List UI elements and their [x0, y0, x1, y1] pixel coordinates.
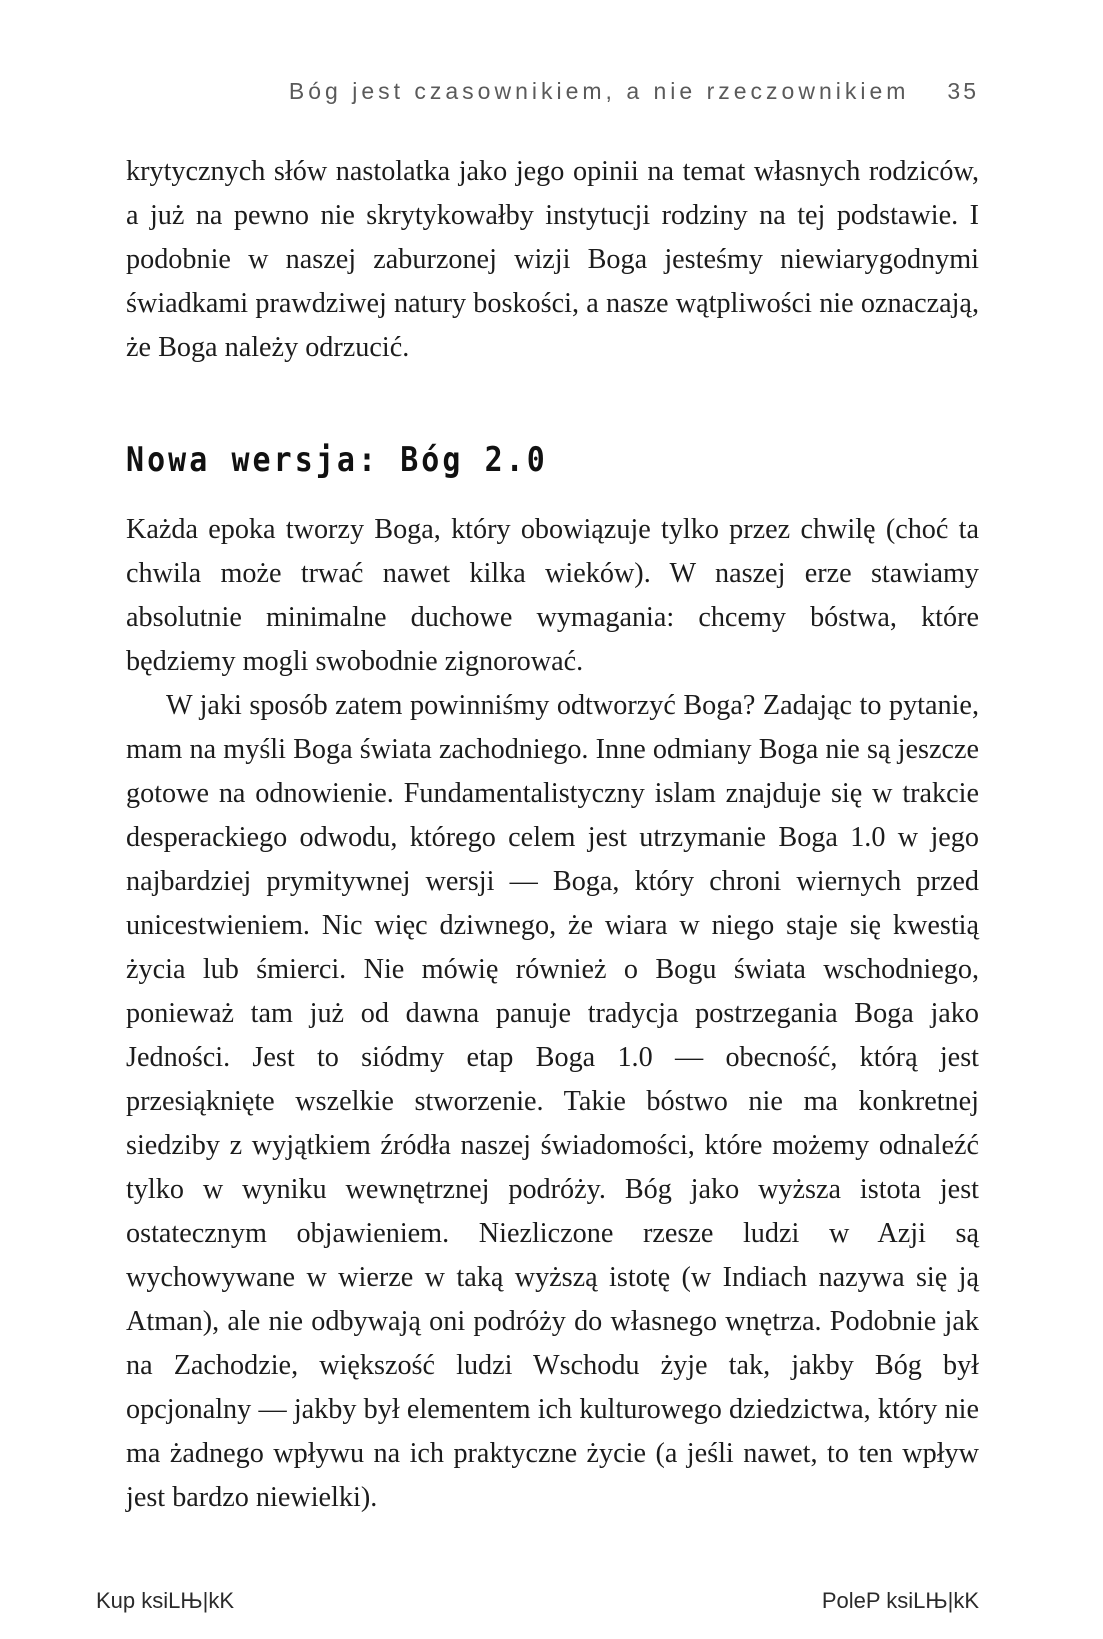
- running-title: Bóg jest czasownikiem, a nie rzeczownikiem: [288, 78, 910, 104]
- section-heading: Nowa wersja: Bóg 2.0: [126, 440, 548, 480]
- recommend-book-link[interactable]: PoleP ksiLЊ|kK: [821, 1588, 979, 1613]
- page-number: 35: [947, 78, 979, 104]
- continuation-paragraph: krytycznych słów nastolatka jako jego opinii na temat własnych rodziców, a już na pewno nie skrytykowałby instytucji rodziny na tej podstawie. I podobnie w naszej zaburzonej wizji Boga jesteśmy niewiarygodnymi świadkami prawdziwej natury boskości, a nasze wątpliwości nie oznaczają, że Boga należy odrzucić.: [126, 156, 979, 363]
- section-paragraph-2: W jaki sposób zatem powinniśmy odtworzyć Boga? Zadając to pytanie, mam na myśli Boga świata zachodniego. Inne odmiany Boga nie są jeszcze gotowe na odnowienie. Fundamentalistyczny islam znajduje się w trakcie desperackiego odwodu, którego celem jest utrzymanie Boga 1.0 w jego najbardziej prymitywnej wersji — Boga, który chroni wiernych przed unicestwieniem. Nic więc dziwnego, że wiara w niego staje się kwestią życia lub śmierci. Nie mówię również o Bogu świata wschodniego, ponieważ tam już od dawna panuje tradycja postrzegania Boga jako Jedności. Jest to siódmy etap Boga 1.0 — obecność, którą jest przesiąknięte wszelkie stworzenie. Takie bóstwo nie ma konkretnej siedziby z wyjątkiem źródła naszej świadomości, które możemy odnaleźć tylko w wyniku wewnętrznej podróży. Bóg jako wyższa istota jest ostatecznym objawieniem. Niezliczone rzesze ludzi w Azji są wychowywane w wierze w taką wyższą istotę (w Indiach nazywa się ją Atman), ale nie odbywają oni podróży do własnego wnętrza. Podobnie jak na Zachodzie, większość ludzi Wschodu żyje tak, jakby Bóg był opcjonalny — jakby był elementem ich kulturowego dziedzictwa, który nie ma żadnego wpływu na ich praktyczne życie (a jeśli nawet, to ten wpływ jest bardzo niewielki).: [126, 690, 979, 1513]
- section-body: [126, 508, 979, 1520]
- section-paragraph-1: Każda epoka tworzy Boga, który obowiązuje tylko przez chwilę (choć ta chwila może trwać nawet kilka wieków). W naszej erze stawiamy absolutnie minimalne duchowe wymagania: chcemy bóstwa, które będziemy mogli swobodnie zignorować.: [126, 514, 979, 677]
- running-header: [289, 78, 979, 105]
- buy-book-link[interactable]: Kup ksiLЊ|kK: [96, 1588, 234, 1613]
- continuation-text: [126, 150, 979, 370]
